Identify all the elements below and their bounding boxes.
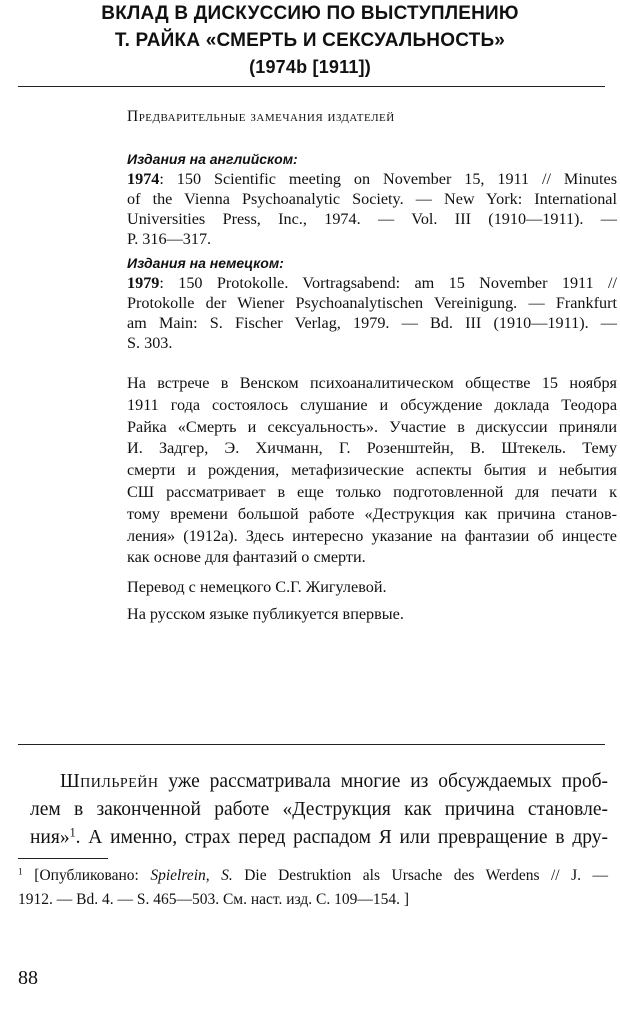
german-edition-line-4: S. 303.: [127, 334, 173, 352]
german-edition-line-2: Protokolle der Wiener Psychoanalytischen Vereinigung. — Frankfurt: [127, 294, 617, 312]
description-line-1: На встрече в Венском психоаналитическом обществе 15 ноября: [127, 374, 617, 392]
english-editions-label: Издания на английском:: [127, 151, 298, 167]
footnote-line-1: $^1$ [Опубликовано: Spielrein, S. Die Destruktion als Ursache des Werdens // J. —: [18, 866, 608, 884]
english-edition-line-2: of the Vienna Psychoanalytic Society. — New York: International: [127, 190, 617, 208]
description-line-8: ления» (1912а). Здесь интересно указание на фантазии об инцесте: [127, 526, 617, 545]
title-line-2: Т. РАЙКА «СМЕРТЬ И СЕКСУАЛЬНОСТЬ»: [114, 30, 506, 51]
publication-note: На русском языке публикуется впервые.: [127, 605, 404, 623]
title-line-1: ВКЛАД В ДИСКУССИЮ ПО ВЫСТУПЛЕНИЮ: [101, 3, 519, 24]
title-line-3: (1974b [1911]): [249, 57, 371, 77]
preface-heading: Предварительные замечания издателей: [127, 108, 395, 125]
english-edition-line-4: P. 316—317.: [127, 230, 212, 248]
footnote-reference: 1: [69, 825, 76, 840]
english-edition-line-1: 1974: 150 Scientific meeting on November 15, 1911 // Minutes: [127, 170, 617, 188]
description-line-3: Райка «Смерть и сексуальность». Участие в дискуссии приняли: [127, 417, 617, 436]
body-line-2: лем в законченной работе «Деструкция как причина становле-: [30, 799, 608, 820]
english-edition-year: 1974: [127, 170, 160, 188]
footnote-line-2: 1912. — Bd. 4. — S. 465—503. См. наст. изд. С. 109—154. ]: [18, 891, 410, 908]
german-editions-label: Издания на немецком:: [127, 255, 284, 271]
footnote-author: Spielrein, S.: [150, 867, 233, 884]
translation-credit: Перевод с немецкого С.Г. Жигулевой.: [127, 578, 387, 596]
german-editions: [127, 253, 617, 353]
body-line-1: Шпильрейн уже рассматривала многие из обсуждаемых проб-: [60, 771, 608, 792]
footnote-divider: [18, 858, 108, 859]
english-editions: [127, 149, 617, 249]
page-number: 88: [18, 967, 38, 989]
top-divider: [18, 86, 605, 87]
section-divider: [18, 744, 605, 745]
author-name: Шпильрейн: [60, 771, 159, 792]
body-paragraph: [30, 768, 608, 852]
description-line-4: И. Задгер, Э. Хичманн, Г. Розенштейн, В. Штекель. Тему: [127, 439, 617, 458]
description-line-9: как основе для фантазий о смерти.: [127, 548, 366, 567]
description-line-6: СШ рассматривает в еще только подготовленной для печати к: [127, 482, 617, 501]
footnote-marker: 1: [18, 866, 23, 878]
german-edition-year: 1979: [127, 274, 160, 292]
preface-description: [127, 373, 617, 569]
german-edition-line-1: 1979: 150 Protokolle. Vortragsabend: am 15 November 1911 //: [127, 274, 617, 292]
description-line-5: смерти и рождения, метафизические аспекты бытия и небытия: [127, 461, 617, 480]
footnote: [18, 864, 608, 912]
description-line-2: 1911 года состоялось слушание и обсуждение доклада Теодора: [127, 395, 617, 414]
english-edition-line-3: Universities Press, Inc., 1974. — Vol. III (1910—1911). —: [127, 210, 617, 228]
description-line-7: тому времени большой работе «Деструкция как причина станов-: [127, 504, 617, 523]
german-edition-line-3: am Main: S. Fischer Verlag, 1979. — Bd. III (1910—1911). —: [127, 314, 617, 332]
body-line-3: ния»$^1$. А именно, страх перед распадом Я или превращение в дру-: [30, 825, 608, 848]
